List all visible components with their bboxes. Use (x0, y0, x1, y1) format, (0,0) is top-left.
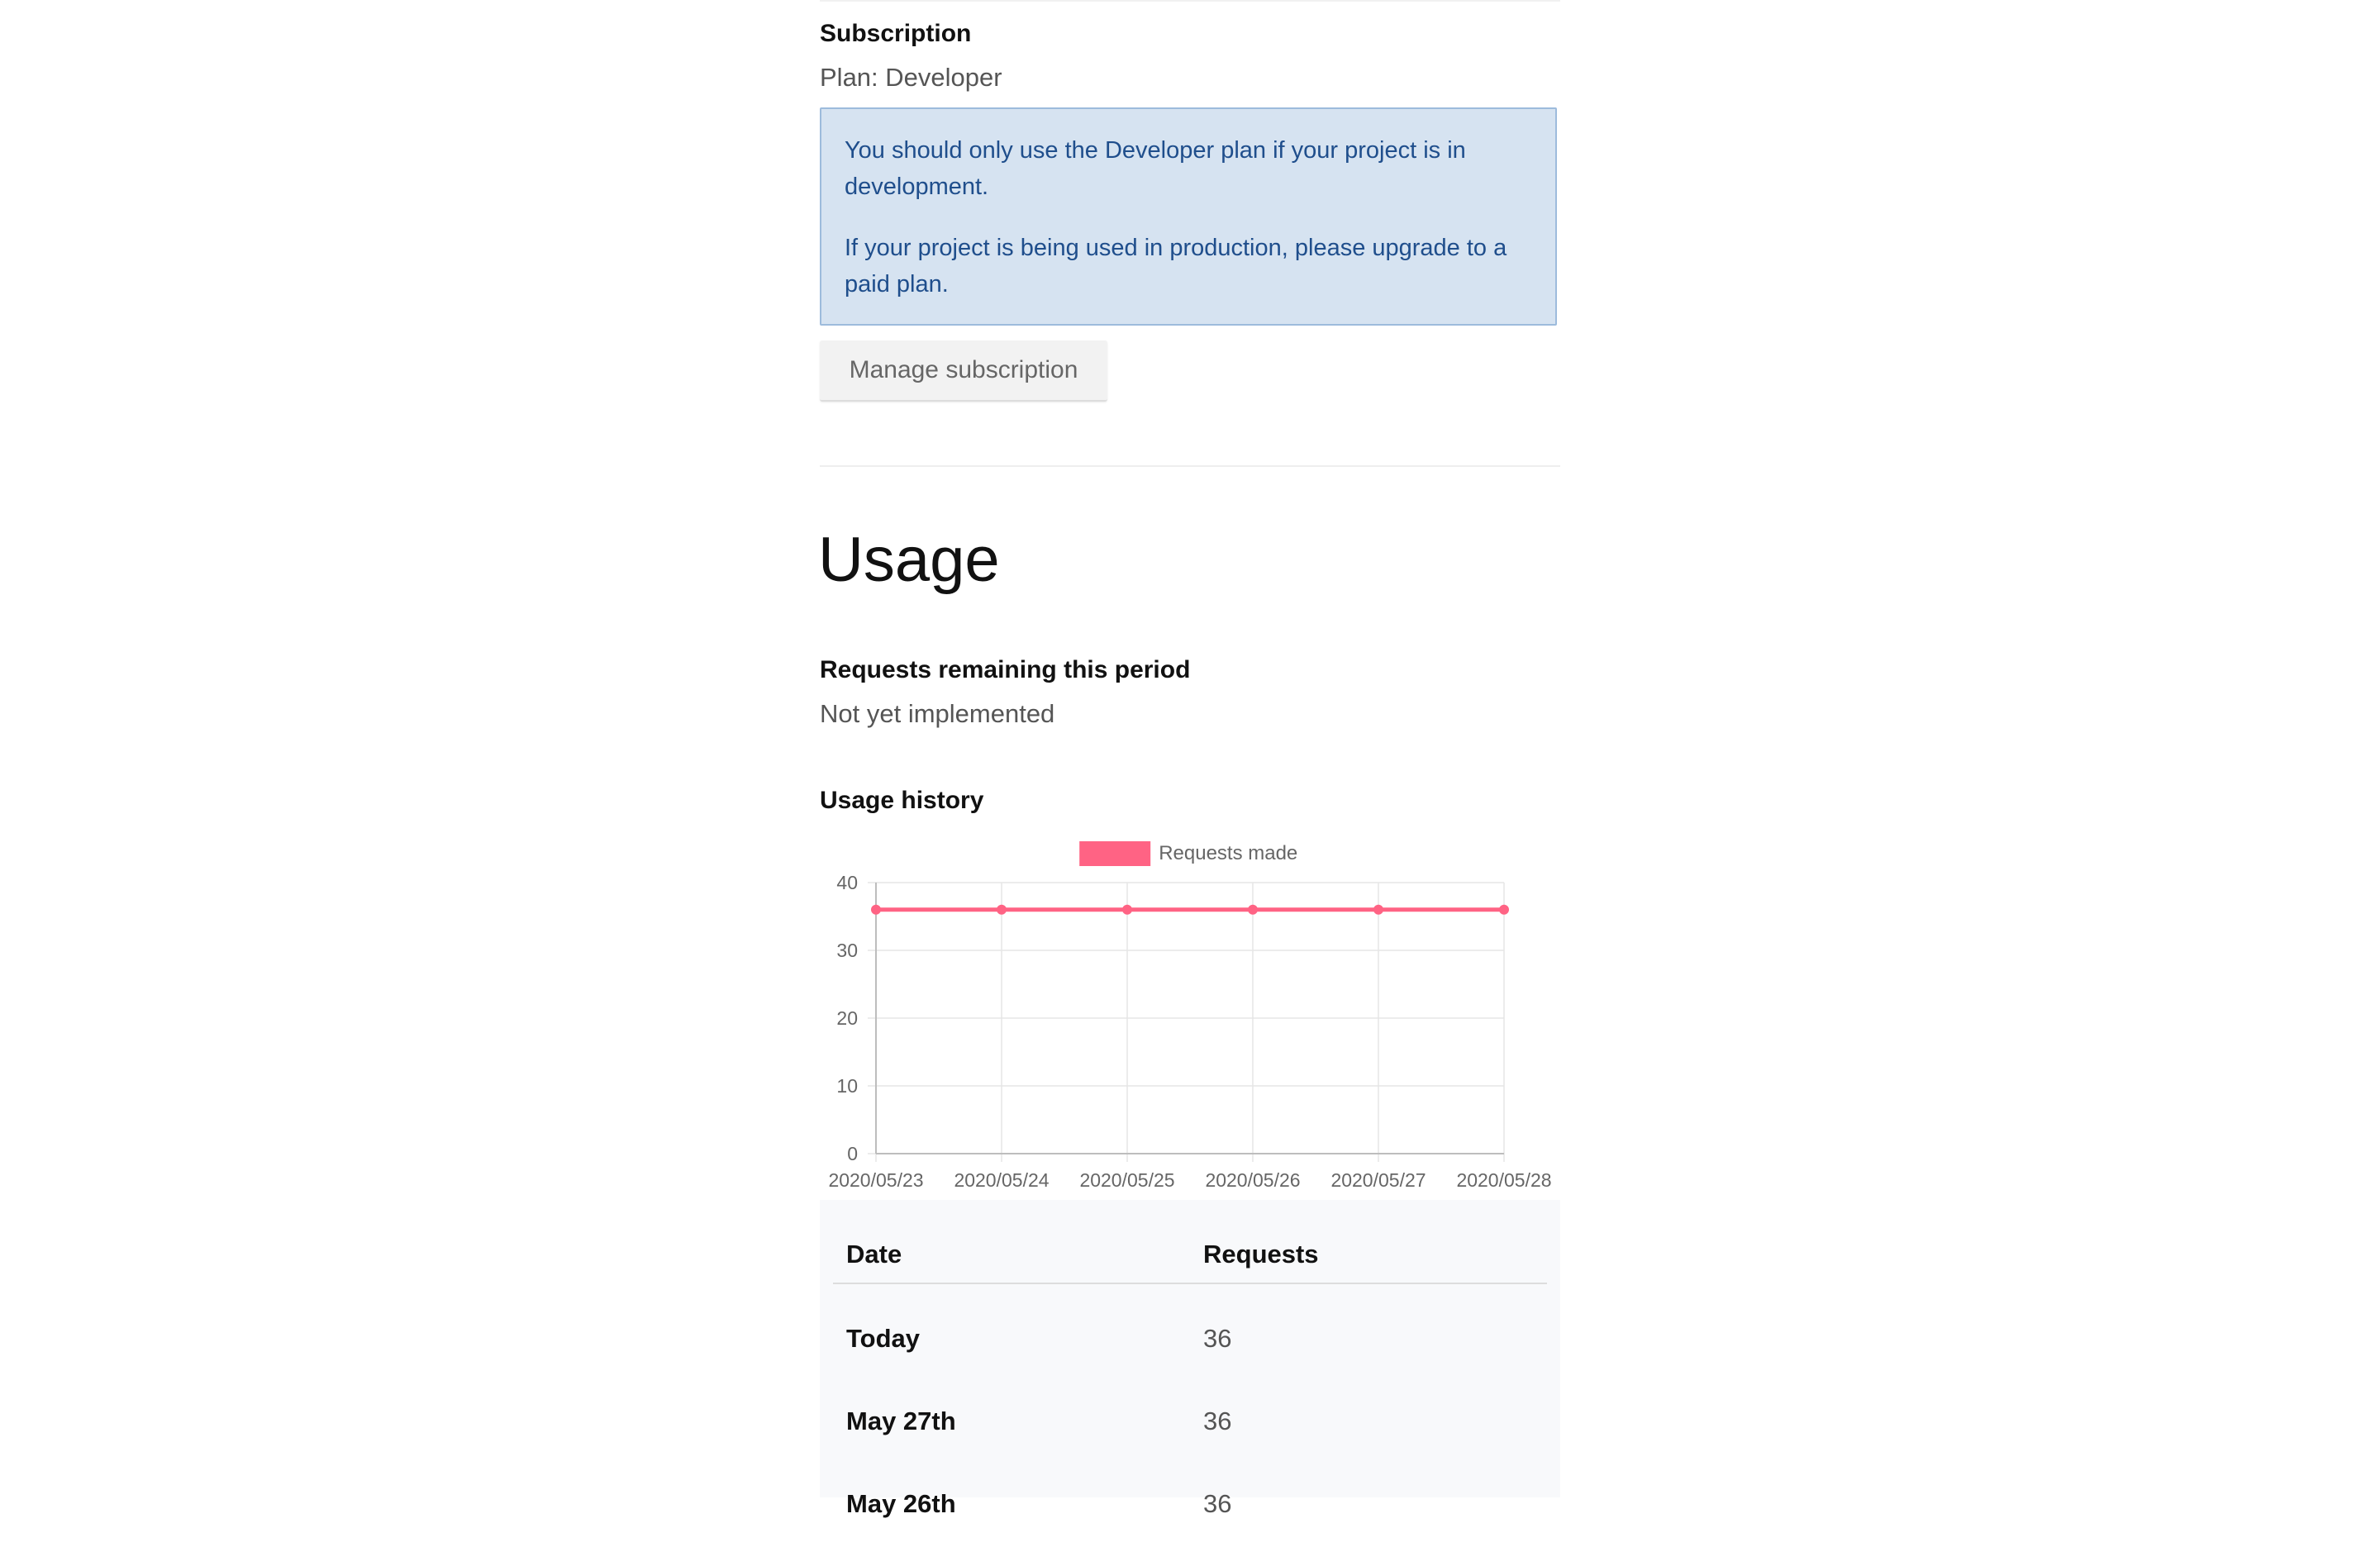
y-tick-label: 0 (847, 1143, 858, 1164)
x-tick-label: 2020/05/25 (1079, 1169, 1175, 1191)
legend-label: Requests made (1159, 842, 1298, 864)
notice-line-2: If your project is being used in production, please upgrade to a paid plan. (845, 235, 1507, 298)
table-row (820, 1382, 1560, 1464)
requests-remaining-value: Not yet implemented (820, 699, 1055, 728)
row-requests: 36 (1203, 1489, 1232, 1518)
data-point (1499, 905, 1509, 915)
usage-history-label: Usage history (820, 787, 984, 814)
y-tick-label: 20 (836, 1007, 858, 1029)
usage-history-chart (820, 835, 1560, 1198)
table-row (820, 1464, 1560, 1547)
x-tick-label: 2020/05/26 (1205, 1169, 1301, 1191)
table-row (820, 1299, 1560, 1382)
developer-plan-notice (820, 107, 1557, 326)
requests-remaining-label: Requests remaining this period (820, 656, 1191, 683)
top-divider (820, 0, 1560, 2)
x-tick-label: 2020/05/27 (1330, 1169, 1426, 1191)
data-point (1248, 905, 1258, 915)
table-header-date: Date (846, 1240, 902, 1269)
data-point (1122, 905, 1132, 915)
x-tick-label: 2020/05/23 (828, 1169, 924, 1191)
manage-subscription-button[interactable]: Manage subscription (820, 340, 1107, 402)
data-point (1373, 905, 1383, 915)
x-tick-label: 2020/05/24 (954, 1169, 1050, 1191)
notice-line-1: You should only use the Developer plan if your project is in development. (845, 137, 1466, 200)
row-date: May 26th (846, 1489, 956, 1518)
table-header-divider (833, 1283, 1547, 1284)
data-point (871, 905, 881, 915)
data-point (997, 905, 1007, 915)
table-header-requests: Requests (1203, 1240, 1319, 1269)
y-tick-label: 30 (836, 940, 858, 961)
legend-swatch (1079, 841, 1150, 866)
y-tick-label: 40 (836, 872, 858, 893)
subscription-heading: Subscription (820, 20, 972, 47)
row-requests: 36 (1203, 1324, 1232, 1353)
row-requests: 36 (1203, 1407, 1232, 1435)
row-date: Today (846, 1324, 920, 1353)
y-tick-label: 10 (836, 1075, 858, 1097)
row-date: May 27th (846, 1407, 956, 1435)
usage-table (820, 1200, 1560, 1518)
section-divider (820, 465, 1560, 467)
plan-text: Plan: Developer (820, 63, 1002, 92)
x-tick-label: 2020/05/28 (1456, 1169, 1552, 1191)
usage-title: Usage (818, 525, 1000, 595)
